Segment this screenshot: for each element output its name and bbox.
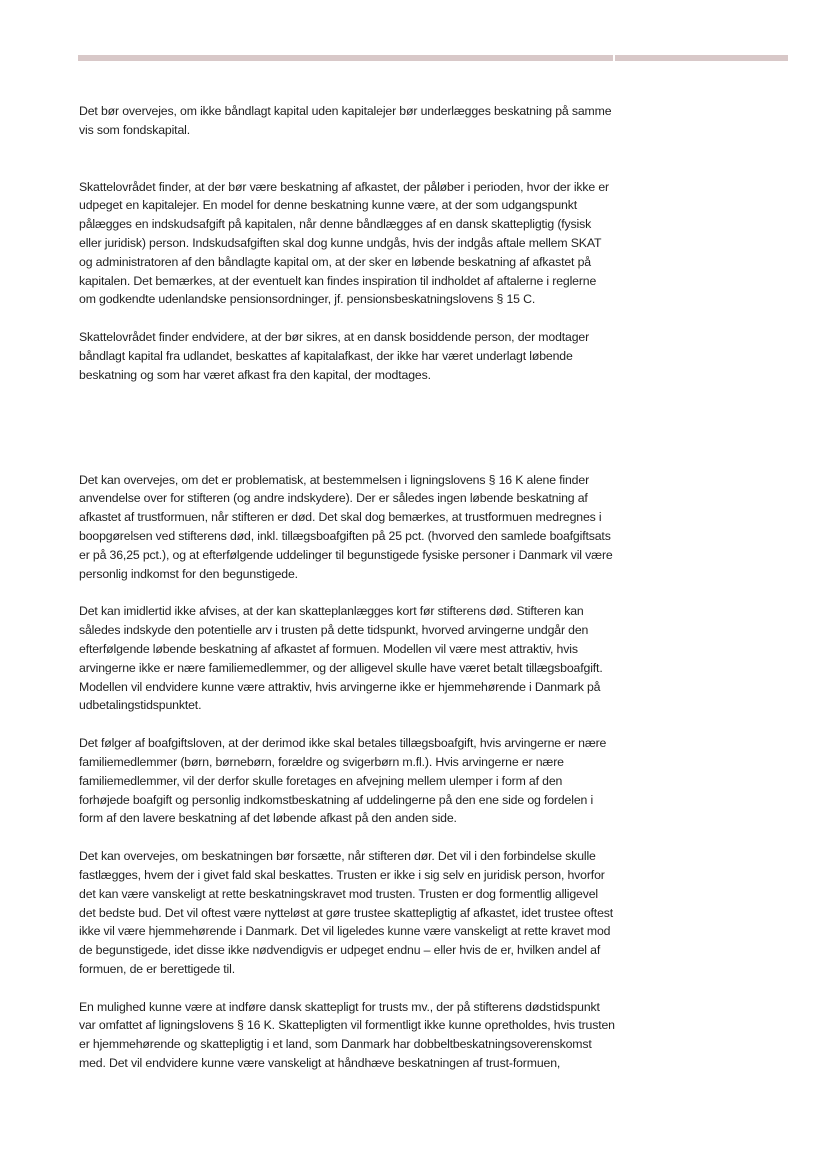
document-body [79,102,615,1073]
paragraph-3: Skattelovrådet finder endvidere, at der bør sikres, at en dansk bosiddende person, der modtager båndlagt kapital fra udlandet, beskattes af kapitalafkast, der ikke har været underlagt løbende beskatning og som har været afkast fra den kapital, der modtages. [79,330,590,382]
paragraph-8: En mulighed kunne være at indføre dansk skattepligt for trusts mv., der på stifterens dødstidspunkt var omfattet af ligningslovens § 16 K. Skattepligten vil formentligt ikke kunne opretholdes, hvis trusten er hjemmehørende og skattepligtig i et land, som Danmark har dobbeltbeskatningsoverenskomst med. Det vil endvidere kunne være vanskeligt at håndhæve beskatningen af trust-formuen, [79,999,615,1071]
paragraph-7: Det kan overvejes, om beskatningen bør forsætte, når stifteren dør. Det vil i den forbindelse skulle fastlægges, hvem der i givet fald skal beskattes. Trusten er ikke i sig selv en juridisk person, hvorfor det kan være vanskeligt at rette beskatningskravet mod trusten. Trusten er dog formentlig alligevel det bedste bud. Det vil oftest være nytteløst at gøre trustee skattepligtig af afkastet, idet trustee oftest ikke vil være hjemmehørende i Danmark. Det vil ligeledes kunne være vanskeligt at rette kravet mod de begunstigede, idet disse ikke nødvendigvis er udpeget endnu – eller hvis de er, hvilken andel af formuen, de er berettigede til. [79,849,614,976]
paragraph-5: Det kan imidlertid ikke afvises, at der kan skatteplanlægges kort før stifterens død. Stifteren kan således indskyde den potentielle arv i trusten på dette tidspunkt, hvorved arvingerne undgår den efterfølgende løbende beskatning af afkastet af formuen. Modellen vil være mest attraktiv, hvis arvingerne ikke er nære familiemedlemmer, og der alligevel skulle have været betalt tillægsboafgift. Modellen vil endvidere kunne være attraktiv, hvis arvingerne ikke er hjemmehørende i Danmark på udbetalingstidspunktet. [79,604,603,713]
paragraph-6: Det følger af boafgiftsloven, at der derimod ikke skal betales tillægsboafgift, hvis arvingerne er nære familiemedlemmer (børn, børnebørn, forældre og svigerbørn m.fl.). Hvis arvingerne er nære familiemedlemmer, vil der derfor skulle foretages en afvejning mellem ulemper i form af den forhøjede boafgift og personlig indkomstbeskatning af uddelingerne på den ene side og fordelen i form af den lavere beskatning af det løbende afkast på den anden side. [79,736,607,826]
paragraph-4: Det kan overvejes, om det er problematisk, at bestemmelsen i ligningslovens § 16 K alene finder anvendelse over for stifteren (og andre indskydere). Der er således ingen løbende beskatning af afkastet af trustformuen, når stifteren er død. Det skal dog bemærkes, at trustformuen medregnes i boopgørelsen ved stifterens død, inkl. tillægsboafgiften på 25 pct. (hvorved den samlede boafgiftsats er på 36,25 pct.), og at efterfølgende uddelinger til begunstigede fysiske personer i Danmark vil være personlig indkomst for den begunstigede. [79,472,613,581]
paragraph-2: Skattelovrådet finder, at der bør være beskatning af afkastet, der påløber i perioden, hvor der ikke er udpeget en kapitalejer. En model for denne beskatning kunne være, at der som udgangspunkt pålægges en indskudsafgift på kapitalen, når denne båndlægges af en dansk skattepligtig (fysisk eller juridisk) person. Indskudsafgiften skal dog kunne undgås, hvis der indgås aftale mellem SKAT og administratoren af den båndlagte kapital om, at der sker en løbende beskatning af afkastet på kapitalen. Det bemærkes, at der eventuelt kan findes inspiration til indholdet af aftalerne i reglerne om godkendte udenlandske pensionsordninger, jf. pensionsbeskatningslovens § 15 C. [79,179,609,307]
header-rule [78,55,788,61]
paragraph-1: Det bør overvejes, om ikke båndlagt kapital uden kapitalejer bør underlægges beskatning på samme vis som fondskapital. [79,104,612,137]
